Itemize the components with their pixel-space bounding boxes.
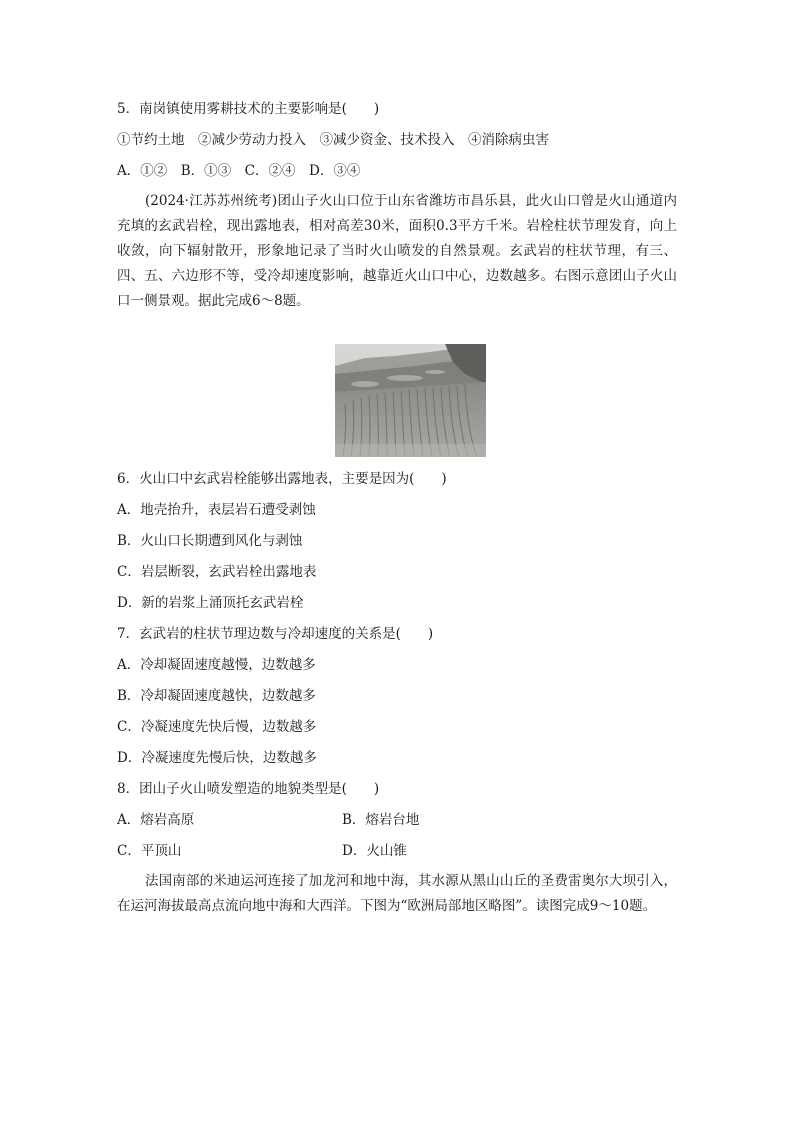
question-7-option-a: A．冷却凝固速度越慢，边数越多: [117, 657, 316, 673]
question-8-option-b: B．熔岩台地: [342, 812, 420, 828]
question-6-option-c: C．岩层断裂，玄武岩栓出露地表: [117, 564, 317, 580]
question-6-stem: 6．火山口中玄武岩栓能够出露地表，主要是因为( ): [117, 471, 447, 487]
question-7-option-d: D．冷凝速度先慢后快，边数越多: [117, 750, 317, 766]
question-8-option-a: A．熔岩高原: [117, 812, 195, 828]
question-7-stem: 7．玄武岩的柱状节理边数与冷却速度的关系是( ): [117, 626, 434, 642]
question-8-stem: 8．团山子火山喷发塑造的地貌类型是( ): [117, 781, 380, 797]
question-6-option-d: D．新的岩浆上涌顶托玄武岩栓: [117, 595, 304, 611]
question-8-option-d: D．火山锥: [342, 843, 407, 859]
question-7-option-c: C．冷凝速度先快后慢，边数越多: [117, 719, 317, 735]
volcano-crater-photo: [335, 344, 486, 457]
question-6-option-a: A．地壳抬升，表层岩石遭受剥蚀: [117, 502, 316, 518]
passage-volcano: (2024·江苏苏州统考)团山子火山口位于山东省潍坊市昌乐县，此火山口曾是火山通道内充填的玄武岩栓，现出露地表，相对高差30米，面积0.3平方千米。岩栓柱状节理发育，向上收敛，向下辐射散开，形象地记录了当时火山喷发的自然景观。玄武岩的柱状节理，有三、四、五、六边形不等，受冷却速度影响，越靠近火山口中心，边数越多。右图示意团山子火山口一侧景观。据此完成6～8题。: [117, 193, 677, 309]
question-6-option-b: B．火山口长期遭到风化与剥蚀: [117, 533, 303, 549]
question-5-options: A．①② B．①③ C．②④ D．③④: [117, 163, 361, 179]
passage-canal: 法国南部的米迪运河连接了加龙河和地中海，其水源从黑山山丘的圣费雷奥尔大坝引入，在运河海拔最高点流向地中海和大西洋。下图为“欧洲局部地区略图”。读图完成9～10题。: [117, 873, 677, 914]
question-5-items: ①节约土地 ②减少劳动力投入 ③减少资金、技术投入 ④消除病虫害: [117, 132, 549, 148]
question-7-option-b: B．冷却凝固速度越快，边数越多: [117, 688, 316, 704]
question-5-stem: 5．南岗镇使用雾耕技术的主要影响是( ): [117, 101, 380, 117]
question-8-option-c: C．平顶山: [117, 843, 182, 859]
